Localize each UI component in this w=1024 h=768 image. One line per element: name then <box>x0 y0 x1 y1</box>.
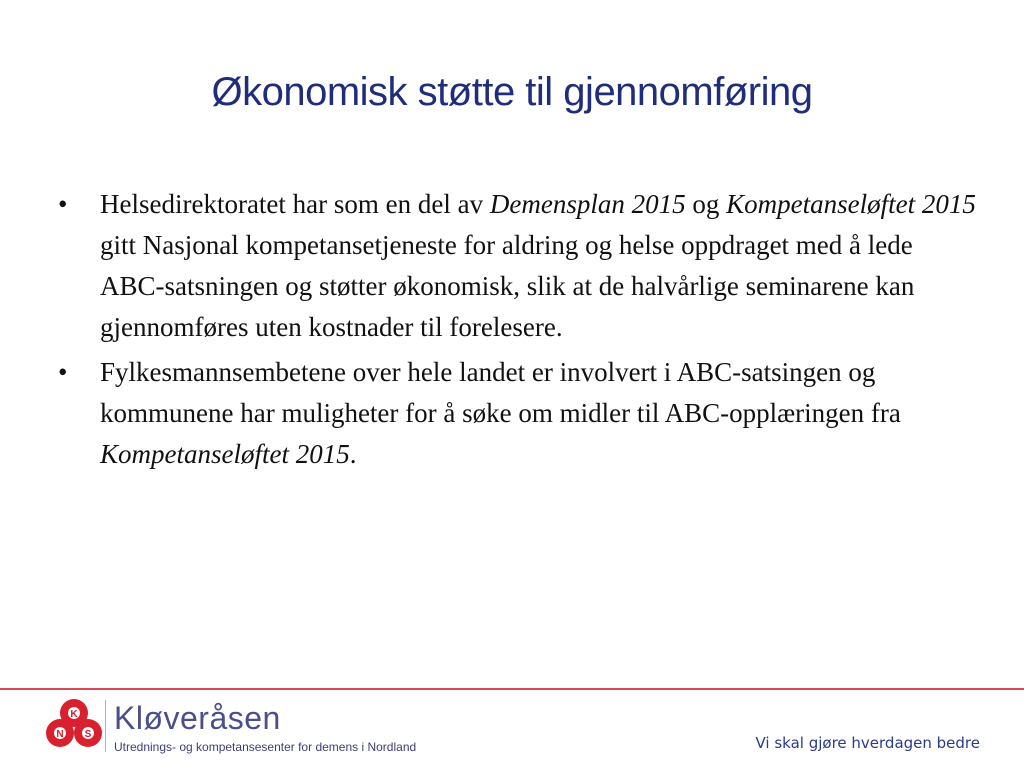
logo-letter-n: N <box>56 729 64 740</box>
logo-separator <box>105 700 106 752</box>
bullet-icon: • <box>58 189 68 219</box>
bullet-2-text-end: . <box>349 439 357 469</box>
bullet-1-text: Helsedirektoratet har som en del av <box>100 189 490 219</box>
logo-letter-k: K <box>70 709 78 720</box>
bullet-2-italic-kompetanseloftet: Kompetanseløftet 2015 <box>100 439 350 469</box>
bullet-1-italic-kompetanseloftet: Kompetanseløftet 2015 <box>726 189 976 219</box>
logo-letter-s: S <box>84 729 92 740</box>
bullet-2-text: Fylkesmannsembetene over hele landet er involvert i ABC-satsingen og kommunene har muligheter for å søke om midler til ABC-opplæringen fra <box>100 357 901 428</box>
bullet-item-2 <box>58 352 978 475</box>
org-subtitle: Utrednings- og kompetansesenter for demens i Nordland <box>114 740 417 754</box>
bullet-1-text-og: og <box>685 189 727 219</box>
bullet-1-text-rest: gitt Nasjonal kompetansetjeneste for aldring og helse oppdraget med å lede ABC-satsningen og støtter økonomisk, slik at de halvårlige seminarene kan gjennomføres uten kostnader til forelesere. <box>100 230 915 342</box>
bullet-item-1 <box>58 184 978 348</box>
bullet-list <box>58 184 978 479</box>
bullet-icon: • <box>58 357 68 387</box>
org-name: Kløveråsen <box>114 700 281 736</box>
bullet-1-italic-demensplan: Demensplan 2015 <box>489 189 686 219</box>
slide-title: Økonomisk støtte til gjennomføring <box>211 70 813 114</box>
footer-tagline: Vi skal gjøre hverdagen bedre <box>755 734 980 752</box>
footer-divider <box>0 688 1024 690</box>
clover-logo-icon <box>44 698 104 752</box>
